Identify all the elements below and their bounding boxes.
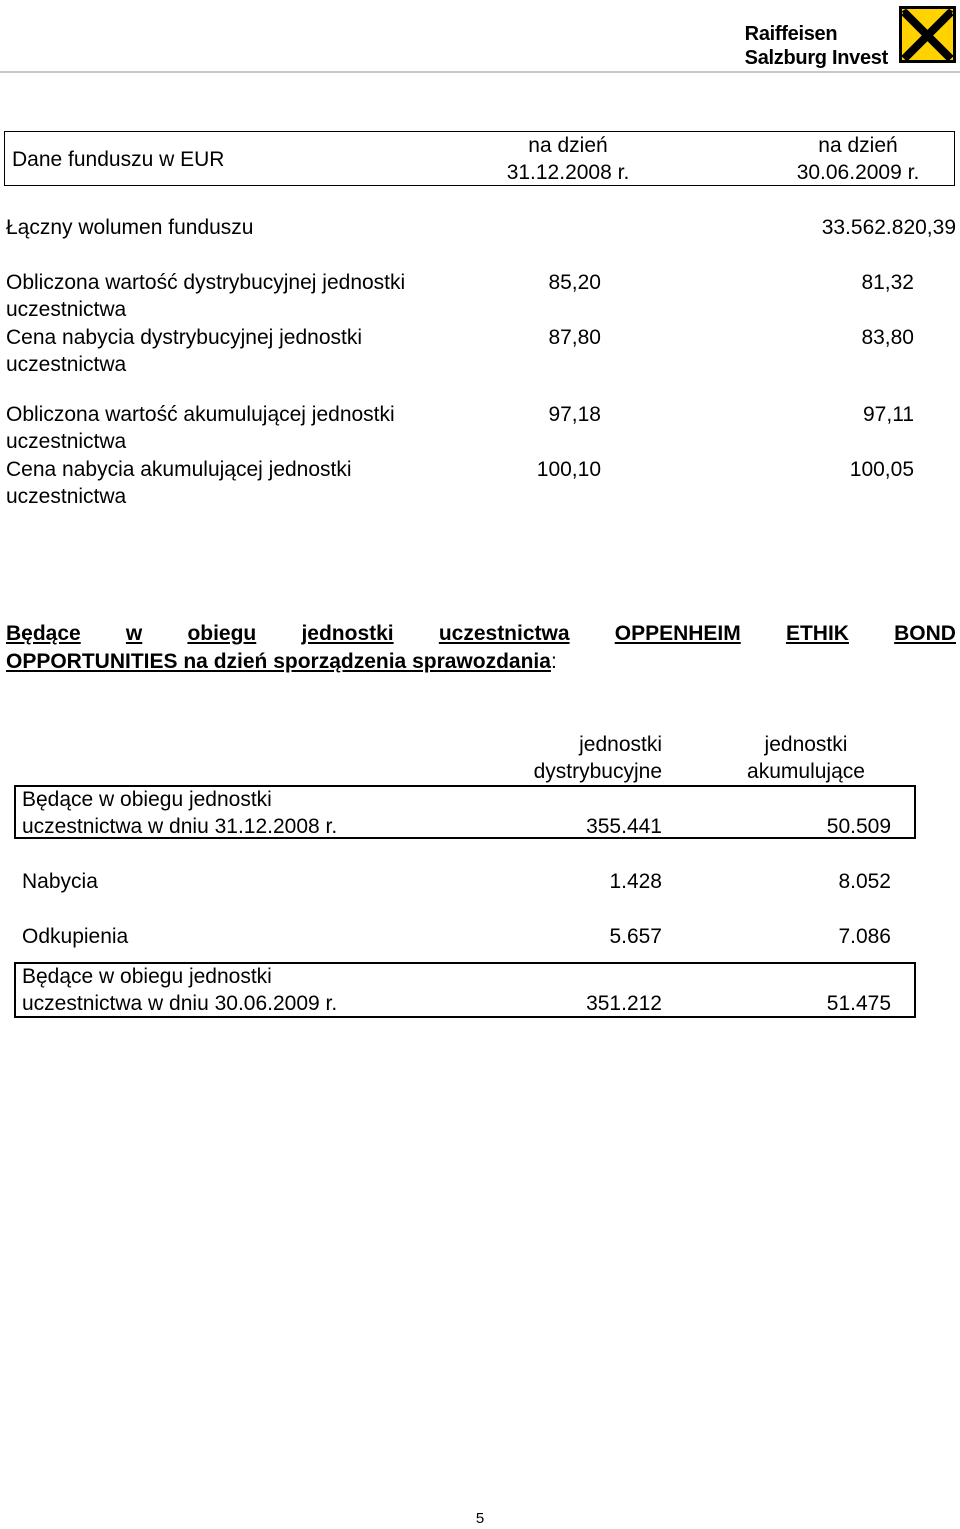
- total-volume-label: Łączny wolumen funduszu: [6, 216, 254, 239]
- heading-word: OPPENHEIM: [614, 622, 741, 645]
- fund-row-label-line1: Cena nabycia dystrybucyjnej jednostki: [6, 326, 363, 349]
- heading-word: jednostki: [301, 622, 394, 645]
- units-purchases-label: Nabycia: [22, 870, 98, 893]
- units-start-accumulation: 50.509: [826, 815, 891, 838]
- units-redemptions-accumulation: 7.086: [838, 925, 891, 948]
- fund-row-value-2008: 87,80: [548, 326, 601, 349]
- fund-row-label-line2: uczestnictwa: [6, 485, 127, 508]
- units-heading-line2: [6, 648, 557, 675]
- fund-col1-header-line1: na dzień: [528, 134, 608, 157]
- heading-word: Będące: [6, 622, 81, 645]
- units-col2-header-line1: jednostki: [764, 733, 848, 756]
- fund-row-label-line1: Obliczona wartość dystrybucyjnej jednostki: [6, 271, 406, 294]
- fund-row-label-line1: Cena nabycia akumulującej jednostki: [6, 458, 352, 481]
- units-end-label: [22, 963, 337, 1017]
- fund-row-label-line2: uczestnictwa: [6, 430, 127, 453]
- fund-row-label-line1: Obliczona wartość akumulującej jednostki: [6, 403, 395, 426]
- fund-col2-header: [770, 132, 946, 186]
- units-start-label: [22, 786, 337, 840]
- units-purchases-accumulation: 8.052: [838, 870, 891, 893]
- units-start-distribution: 355.441: [586, 815, 662, 838]
- logo-line-2: Salzburg Invest: [744, 47, 888, 69]
- logo-wordmark: [745, 22, 888, 70]
- units-col2-header: [716, 731, 896, 785]
- fund-row-value-2008: 97,18: [548, 403, 601, 426]
- fund-row-label: [6, 456, 352, 510]
- fund-row-label: [6, 269, 405, 323]
- fund-row-value-2008: 100,10: [536, 458, 601, 481]
- fund-row-label-line2: uczestnictwa: [6, 298, 127, 321]
- heading-word: w: [125, 622, 143, 645]
- fund-row-value-2009: 81,32: [861, 271, 914, 294]
- fund-col1-header-line2: 31.12.2008 r.: [506, 161, 630, 184]
- units-end-label-line1: Będące w obiegu jednostki: [22, 965, 272, 988]
- heading-word: obiegu: [187, 622, 257, 645]
- fund-table-title: Dane funduszu w EUR: [12, 148, 225, 171]
- fund-row-label: [6, 324, 362, 378]
- fund-col1-header: [480, 132, 656, 186]
- fund-row-value-2009: 83,80: [861, 326, 914, 349]
- units-heading-line1: [6, 620, 956, 647]
- heading-line2-text: OPPORTUNITIES na dzień sporządzenia sprawozdania: [6, 650, 551, 673]
- heading-word: BOND: [894, 622, 956, 645]
- units-col2-header-line2: akumulujące: [747, 760, 865, 783]
- fund-row-label: [6, 401, 395, 455]
- fund-col2-header-line2: 30.06.2009 r.: [796, 161, 920, 184]
- fund-row-value-2008: 85,20: [548, 271, 601, 294]
- raiffeisen-logo-icon: [899, 6, 956, 63]
- heading-word: uczestnictwa: [438, 622, 570, 645]
- fund-col2-header-line1: na dzień: [818, 134, 898, 157]
- heading-line2-colon: :: [550, 650, 557, 673]
- units-redemptions-label: Odkupienia: [22, 925, 129, 948]
- total-volume-value: 33.562.820,39: [821, 216, 956, 239]
- page-number: 5: [475, 1510, 485, 1527]
- units-purchases-distribution: 1.428: [609, 870, 662, 893]
- header-divider: [0, 71, 960, 73]
- fund-row-value-2009: 97,11: [863, 403, 914, 426]
- units-start-label-line2: uczestnictwa w dniu 31.12.2008 r.: [22, 815, 338, 838]
- units-col1-header-line1: jednostki: [579, 733, 662, 756]
- heading-word: ETHIK: [785, 622, 849, 645]
- units-col1-header-line2: dystrybucyjne: [533, 760, 662, 783]
- units-col1-header: [534, 731, 662, 785]
- fund-row-label-line2: uczestnictwa: [6, 353, 127, 376]
- units-start-label-line1: Będące w obiegu jednostki: [22, 788, 272, 811]
- fund-row-value-2009: 100,05: [849, 458, 914, 481]
- units-end-label-line2: uczestnictwa w dniu 30.06.2009 r.: [22, 992, 338, 1015]
- units-end-accumulation: 51.475: [826, 992, 891, 1015]
- units-redemptions-distribution: 5.657: [609, 925, 662, 948]
- units-end-distribution: 351.212: [586, 992, 662, 1015]
- logo-line-1: Raiffeisen: [744, 23, 838, 45]
